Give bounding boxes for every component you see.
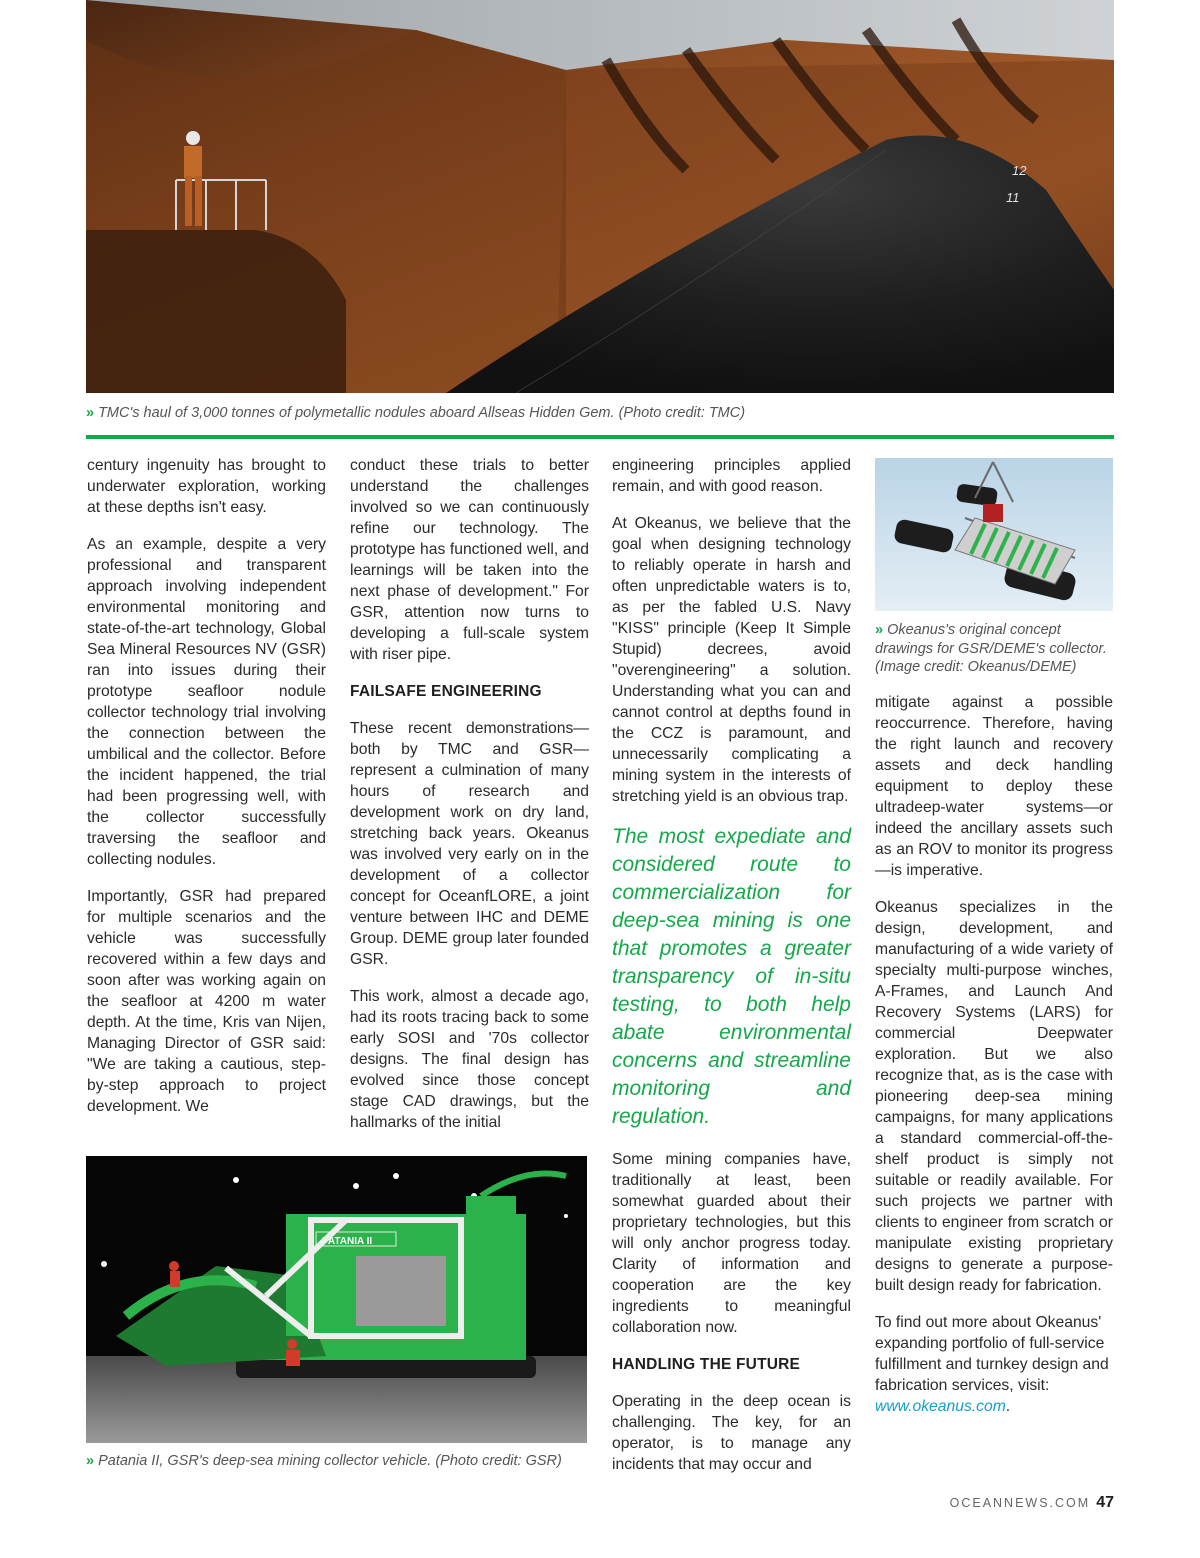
col4-paragraph-3-end: . bbox=[1005, 1398, 1011, 1415]
top-photo bbox=[86, 0, 1114, 393]
col4-paragraph-3-text: To find out more about Okeanus' expanding portfolio of full-service fulfillment and turnkey design and fabrication services, visit: bbox=[875, 1314, 1109, 1394]
column-3 bbox=[612, 455, 851, 1491]
col3-paragraph-2: At Okeanus, we believe that the goal when designing technology to reliably operate in harsh and often unpredictable waters is to, as per the fabled U.S. Navy "KISS" principle (Keep It Simple Stupid) decrees, avoid "overengineering" a solution. Understanding what you can and cannot control at depths found in the CCZ is paramount, and unnecessarily complicating a mining system in the interests of stretching yield is an obvious trap. bbox=[612, 515, 851, 805]
col4-paragraph-2: Okeanus specializes in the design, development, and manufacturing of a wide variety of specialty multi-purpose winches, A-Frames, and Launch And Recovery Systems (LARS) for commercial Deepwater exploration. But we also recognize that, as is the case with pioneering deep-sea mining campaigns, for many applications a standard commercial-off-the-shelf product is simply not suitable or readily available. For such projects we partner with clients to engineer from scratch or manipulate existing proprietary designs to generate a purpose-built design ready for fabrication. bbox=[875, 899, 1113, 1294]
col2-paragraph-1: conduct these trials to better understand the challenges involved so we can continuously refine our technology. The prototype has functioned well, and learnings will be taken into the next phase of development." For GSR, attention now turns to developing a full-scale system with riser pipe. bbox=[350, 457, 589, 663]
col3-paragraph-1: engineering principles applied remain, and with good reason. bbox=[612, 457, 851, 495]
col4-paragraph-1: mitigate against a possible reoccurrence. Therefore, having the right launch and recovery assets and deck handling equipment to deploy these ultradeep-water systems—or indeed the ancillary assets such as an ROV to monitor its progress—is imperative. bbox=[875, 694, 1113, 879]
col2-paragraph-3: This work, almost a decade ago, had its roots tracing back to some early SOSI and '70s collector designs. The final design has evolved since those concept stage CAD drawings, but the hallmarks of the initial bbox=[350, 988, 589, 1131]
column-4 bbox=[875, 692, 1113, 1433]
column-1 bbox=[87, 455, 326, 1133]
cad-drawing-image bbox=[875, 458, 1113, 611]
col1-paragraph-1: century ingenuity has brought to underwater exploration, working at these depths isn't easy. bbox=[87, 457, 326, 516]
page-footer bbox=[950, 1494, 1114, 1512]
okeanus-link[interactable]: www.okeanus.com bbox=[875, 1398, 1006, 1415]
cad-caption-text: Okeanus's original concept drawings for GSR/DEME's collector. (Image credit: Okeanus/DEME) bbox=[875, 622, 1107, 676]
hull-mark-11: 11 bbox=[1006, 190, 1020, 205]
top-caption-text: TMC's haul of 3,000 tonnes of polymetallic nodules aboard Allseas Hidden Gem. (Photo credit: TMC) bbox=[98, 405, 746, 421]
vehicle-label: PATANIA II bbox=[322, 1236, 373, 1247]
chevron-right-icon: » bbox=[86, 405, 95, 421]
bottom-photo-caption bbox=[86, 1452, 596, 1471]
heading-failsafe-engineering: FAILSAFE ENGINEERING bbox=[350, 683, 542, 700]
chevron-right-icon: » bbox=[875, 622, 884, 638]
section-divider bbox=[86, 435, 1114, 439]
patania-vehicle-illustration bbox=[86, 1156, 587, 1443]
top-photo-caption bbox=[86, 404, 1114, 423]
hull-mark-12: 12 bbox=[1012, 163, 1027, 178]
col4-paragraph-3 bbox=[875, 1312, 1113, 1417]
column-2 bbox=[350, 455, 589, 1149]
nodule-hold-illustration bbox=[86, 0, 1114, 393]
col3-paragraph-4: Operating in the deep ocean is challenging. The key, for an operator, is to manage any incidents that may occur and bbox=[612, 1393, 851, 1473]
pull-quote: The most expediate and considered route to commercialization for deep-sea mining is one that promotes a greater transparency of in-situ testing, to both help abate environmental concerns and streamline monitoring and regulation. bbox=[612, 825, 851, 1128]
collector-cad-illustration bbox=[875, 458, 1113, 611]
bottom-photo bbox=[86, 1156, 587, 1443]
col1-paragraph-2: As an example, despite a very professional and transparent approach involving independent environmental monitoring and state-of-the-art technology, Global Sea Mineral Resources NV (GSR) ran into issues during their prototype seafloor nodule collector technology trial involving the connection between the umbilical and the collector. Before the incident happened, the trial had been progressing well, with the collector successfully traversing the seafloor and collecting nodules. bbox=[87, 536, 326, 868]
chevron-right-icon: » bbox=[86, 1453, 95, 1469]
page-number: 47 bbox=[1096, 1494, 1114, 1511]
col2-paragraph-2: These recent demonstrations—both by TMC and GSR—represent a culmination of many hours of research and development work on dry land, stretching back years. Okeanus was involved very early on in the development of a collector concept for OceanfLORE, a joint venture between IHC and DEME Group. DEME group later founded GSR. bbox=[350, 720, 589, 968]
col3-paragraph-3: Some mining companies have, traditionally at least, been somewhat guarded about their proprietary technologies, but this will only anchor progress today. Clarity of information and cooperation are the key ingredients to meaningful collaboration now. bbox=[612, 1151, 851, 1336]
col1-paragraph-3: Importantly, GSR had prepared for multiple scenarios and the vehicle was successfully recovered within a few days and soon after was working again on the seafloor at 4200 m water depth. At the time, Kris van Nijen, Managing Director of GSR said: "We are taking a cautious, step-by-step approach to project development. We bbox=[87, 888, 326, 1115]
cad-drawing-caption bbox=[875, 621, 1115, 677]
heading-handling-the-future: HANDLING THE FUTURE bbox=[612, 1356, 801, 1373]
footer-site: OCEANNEWS.COM bbox=[949, 1496, 1091, 1510]
bottom-caption-text: Patania II, GSR's deep-sea mining collector vehicle. (Photo credit: GSR) bbox=[98, 1453, 562, 1469]
